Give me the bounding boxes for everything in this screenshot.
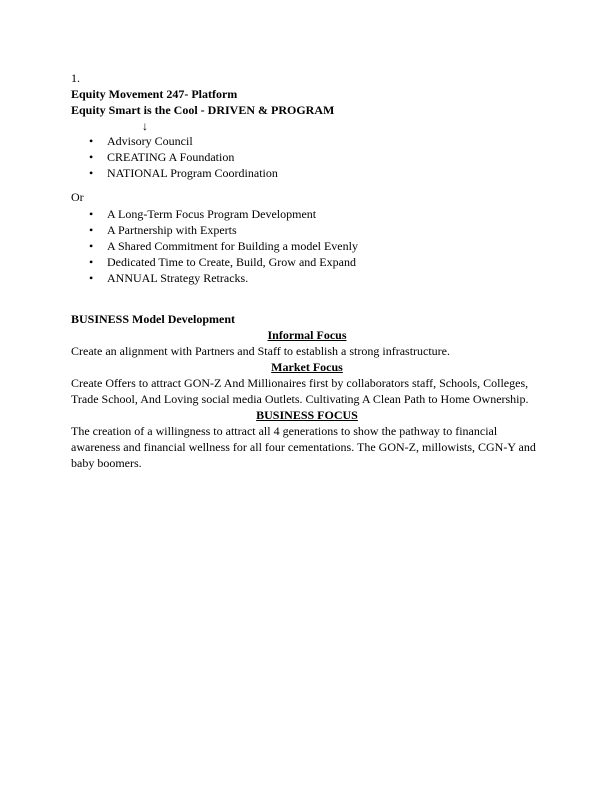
list-item (71, 150, 543, 166)
number-marker: 1. (71, 71, 80, 85)
section-heading: BUSINESS Model Development (71, 312, 236, 327)
list-item (71, 134, 543, 150)
list-item (71, 239, 543, 255)
list-item-text: NATIONAL Program Coordination (107, 165, 278, 180)
list-item-text: A Partnership with Experts (107, 223, 237, 238)
list-item-text: CREATING A Foundation (107, 149, 235, 164)
bullet-icon: • (89, 238, 94, 253)
list-item-text: A Long-Term Focus Program Development (107, 207, 317, 222)
title-line-2: Equity Smart is the Cool - DRIVEN & PROGRAM (71, 103, 335, 117)
bullet-icon: • (89, 270, 94, 285)
bullet-list-1 (71, 134, 543, 181)
bullet-icon: • (89, 165, 94, 180)
list-item (71, 271, 543, 287)
down-arrow-icon: ↓ (142, 119, 148, 133)
list-item-text: ANNUAL Strategy Retracks. (107, 270, 249, 285)
informal-focus-heading: Informal Focus (267, 328, 347, 343)
bullet-icon: • (89, 223, 94, 238)
list-item-text: A Shared Commitment for Building a model Evenly (107, 238, 358, 253)
informal-focus-text: Create an alignment with Partners and Staff to establish a strong infrastructure. (71, 344, 451, 359)
list-item (71, 166, 543, 182)
bullet-icon: • (89, 207, 94, 222)
bullet-icon: • (89, 149, 94, 164)
market-focus-heading: Market Focus (271, 360, 343, 375)
title-line-1: Equity Movement 247- Platform (71, 87, 238, 101)
bullet-list-2 (71, 207, 543, 286)
list-item (71, 207, 543, 223)
or-label: Or (71, 190, 84, 205)
document-page (71, 70, 543, 471)
list-item (71, 255, 543, 271)
list-item-text: Advisory Council (107, 134, 193, 148)
list-item-text: Dedicated Time to Create, Build, Grow and Expand (107, 254, 356, 269)
list-item (71, 223, 543, 239)
business-focus-heading: BUSINESS FOCUS (256, 408, 358, 423)
bullet-icon: • (89, 254, 94, 269)
market-focus-text: Create Offers to attract GON-Z And Millionaires first by collaborators staff, Schools, Colleges, Trade School, And Loving social media Outlets. Cultivating A Clean Path to Home Ownership. (71, 376, 529, 407)
bullet-icon: • (89, 134, 94, 148)
business-focus-text: The creation of a willingness to attract all 4 generations to show the pathway to financial awareness and financial wellness for all four cementations. The GON-Z, millowists, CGN-Y and baby boomers. (71, 424, 536, 471)
